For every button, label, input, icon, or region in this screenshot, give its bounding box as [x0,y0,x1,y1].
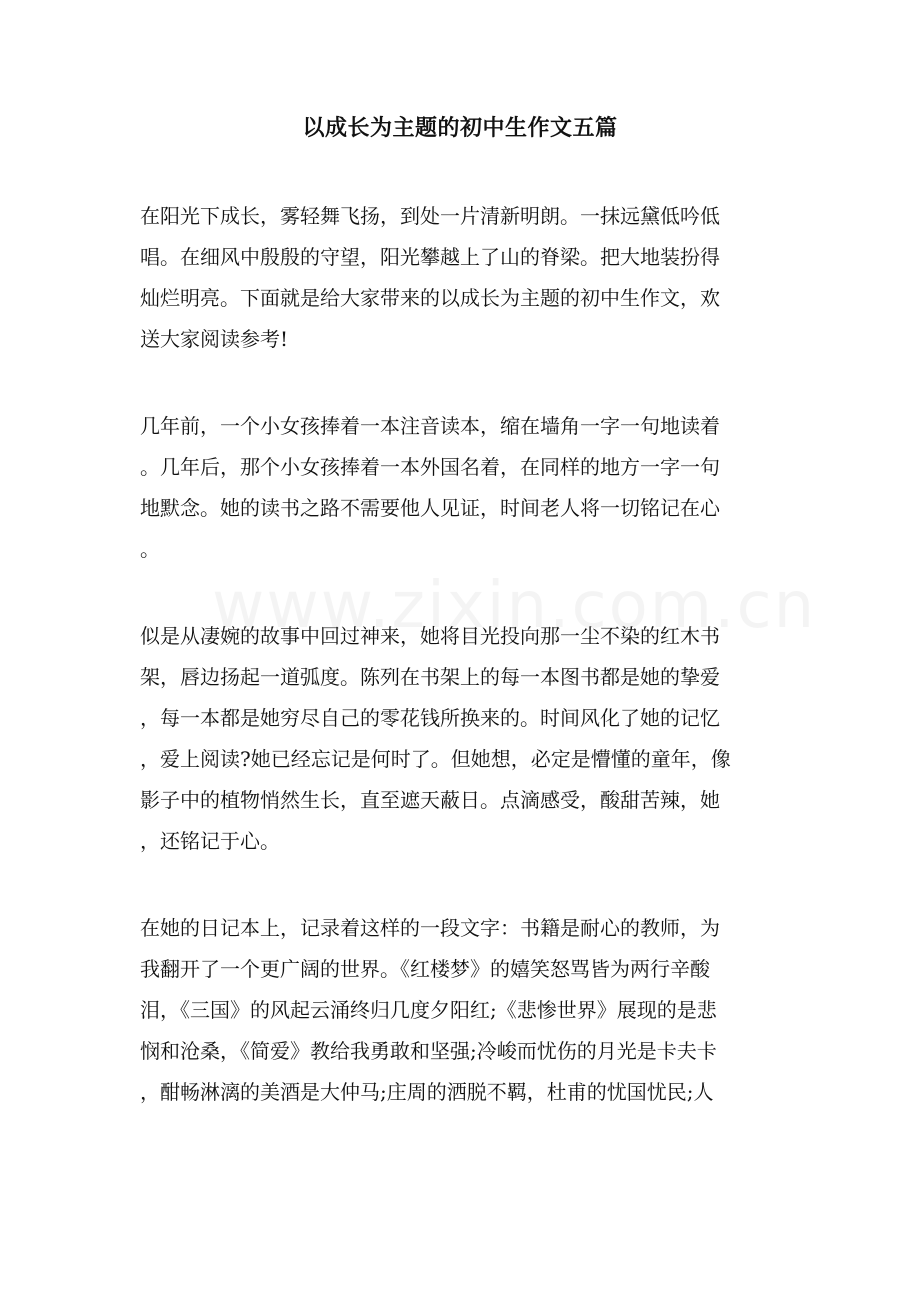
paragraph-line: 送大家阅读参考! [140,327,289,351]
paragraph-line: 似是从凄婉的故事中回过神来，她将目光投向那一尘不染的红木书 [140,624,720,648]
page-title: 以成长为主题的初中生作文五篇 [302,115,618,141]
paragraph-line: 灿烂明亮。下面就是给大家带来的以成长为主题的初中生作文，欢 [140,286,720,310]
paragraph-line: 地默念。她的读书之路不需要他人见证，时间老人将一切铭记在心 [140,496,720,520]
paragraph-line: 。几年后，那个小女孩捧着一本外国名着，在同样的地方一字一句 [140,455,720,479]
paragraph-2 [140,406,790,570]
paragraph-1 [140,196,790,360]
paragraph-line: 架，唇边扬起一道弧度。陈列在书架上的每一本图书都是她的挚爱 [140,665,720,689]
paragraph-4 [140,908,790,1113]
paragraph-line: ，每一本都是她穷尽自己的零花钱所换来的。时间风化了她的记忆 [140,706,720,730]
paragraph-line: 在阳光下成长，雾轻舞飞扬，到处一片清新明朗。一抹远黛低吟低 [140,204,720,228]
paragraph-line: 几年前，一个小女孩捧着一本注音读本，缩在墙角一字一句地读着 [140,414,720,438]
paragraph-line: 。 [140,537,160,561]
paragraph-line: 悯和沧桑，《简爱》教给我勇敢和坚强;冷峻而忧伤的月光是卡夫卡 [140,1039,717,1063]
paragraph-line: ，还铭记于心。 [140,829,280,853]
paragraph-line: ，酣畅淋漓的美酒是大仲马;庄周的洒脱不羁，杜甫的忧国忧民;人 [140,1080,714,1104]
paragraph-line: 泪，《三国》的风起云涌终归几度夕阳红;《悲惨世界》展现的是悲 [140,998,717,1022]
paragraph-line: 影子中的植物悄然生长，直至遮天蔽日。点滴感受，酸甜苦辣，她 [140,788,720,812]
paragraph-line: 唱。在细风中殷殷的守望，阳光攀越上了山的脊梁。把大地装扮得 [140,245,720,269]
paragraph-line: ，爱上阅读?她已经忘记是何时了。但她想，必定是懵懂的童年，像 [140,747,731,771]
paragraph-line: 我翻开了一个更广阔的世界。《红楼梦》的嬉笑怒骂皆为两行辛酸 [140,957,710,981]
paragraph-3 [140,616,790,862]
paragraph-line: 在她的日记本上，记录着这样的一段文字：书籍是耐心的教师，为 [140,916,720,940]
